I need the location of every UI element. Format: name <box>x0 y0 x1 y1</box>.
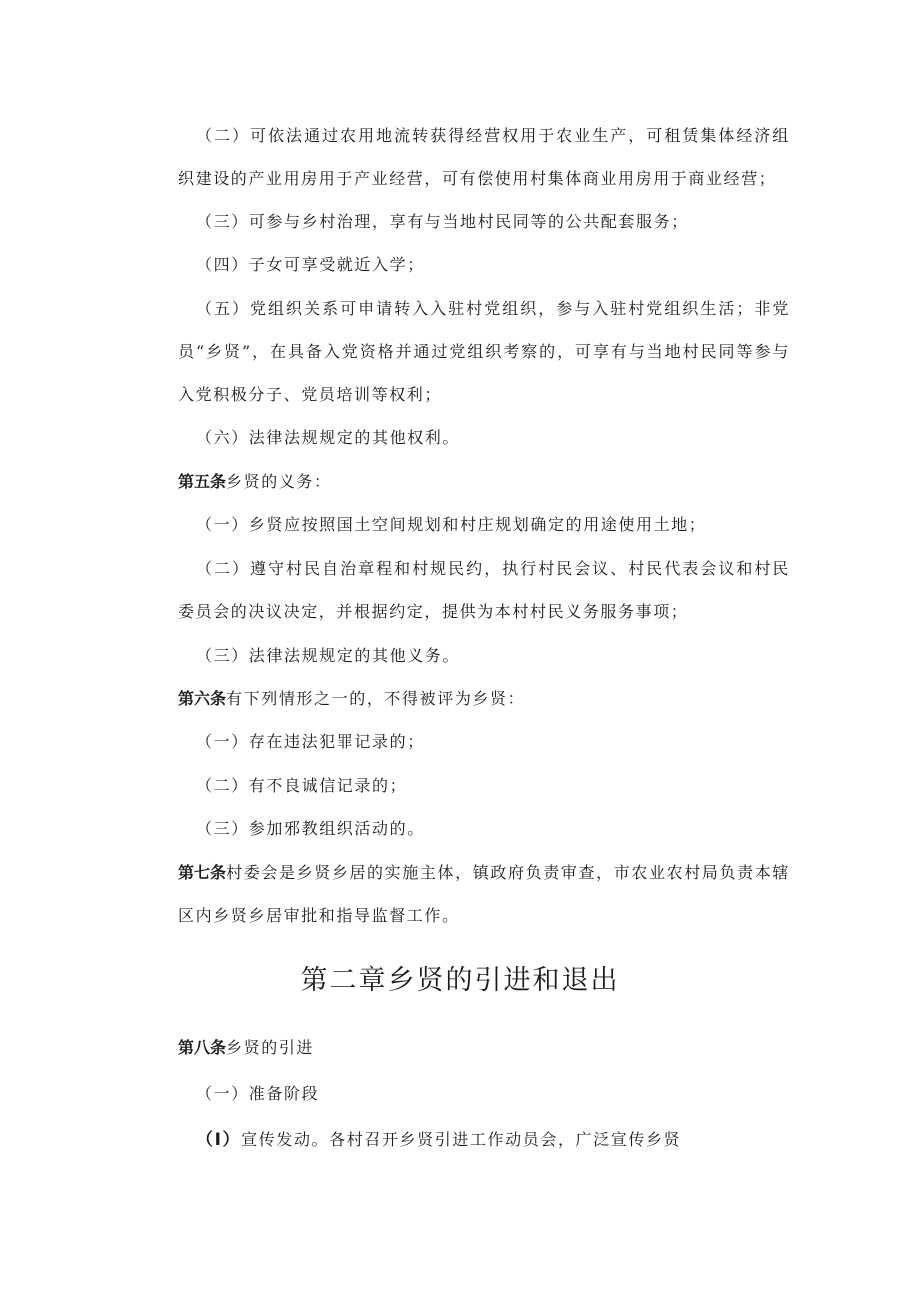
exclusion-1: （一）存在违法犯罪记录的； <box>196 732 425 751</box>
article-6-text: 有下列情形之一的，不得被评为乡贤： <box>226 689 526 708</box>
paragraph-right-5: （五）党组织关系可申请转入入驻村党组织，参与入驻村党组织生活；非党员“乡贤”，在具备入党资格并通过党组织考察的，可享有与当地村民同等参与入党积极分子、党员培训等权利； <box>178 299 790 404</box>
duty-2: （二）遵守村民自治章程和村规民约，执行村民会议、村民代表会议和村民委员会的决议决定，并根据约定，提供为本村村民义务服务事项； <box>178 559 790 621</box>
paragraph-right-6: （六）法律法规规定的其他权利。 <box>196 428 461 447</box>
article-5 <box>178 460 790 503</box>
paragraph-right-3: （三）可参与乡村治理，享有与当地村民同等的公共配套服务； <box>196 212 689 231</box>
chapter-title: 第二章乡贤的引进和退出 <box>300 965 620 996</box>
exclusion-3: （三）参加邪教组织活动的。 <box>196 819 425 838</box>
duty-3: （三）法律法规规定的其他义务。 <box>196 646 461 665</box>
exclusion-2: （二）有不良诚信记录的； <box>196 776 408 795</box>
article-7 <box>178 851 790 937</box>
stage-1: （一）准备阶段 <box>196 1084 320 1103</box>
article-8 <box>178 1026 790 1069</box>
step-1-number: （I） <box>196 1130 242 1150</box>
duty-1: （一）乡贤应按照国土空间规划和村庄规划确定的用途使用土地； <box>196 515 707 534</box>
article-5-text: 乡贤的义务： <box>226 472 332 491</box>
paragraph-right-2: （二）可依法通过农用地流转获得经营权用于农业生产，可租赁集体经济组织建设的产业用房用于产业经营，可有偿使用村集体商业用房用于商业经营； <box>178 126 790 188</box>
article-5-label: 第五条 <box>178 472 227 491</box>
paragraph-right-4: （四）子女可享受就近入学； <box>196 255 425 274</box>
step-1 <box>178 1118 790 1162</box>
article-6-label: 第六条 <box>178 689 227 708</box>
article-7-label: 第七条 <box>178 863 227 882</box>
article-8-text: 乡贤的引进 <box>226 1038 315 1057</box>
article-6 <box>178 677 790 720</box>
step-1-text: 宣传发动。各村召开乡贤引进工作动员会，广泛宣传乡贤 <box>241 1130 682 1149</box>
article-8-label: 第八条 <box>178 1038 227 1057</box>
article-7-text: 村委会是乡贤乡居的实施主体，镇政府负责审查，市农业农村局负责本辖区内乡贤乡居审批和指导监督工作。 <box>178 863 790 925</box>
